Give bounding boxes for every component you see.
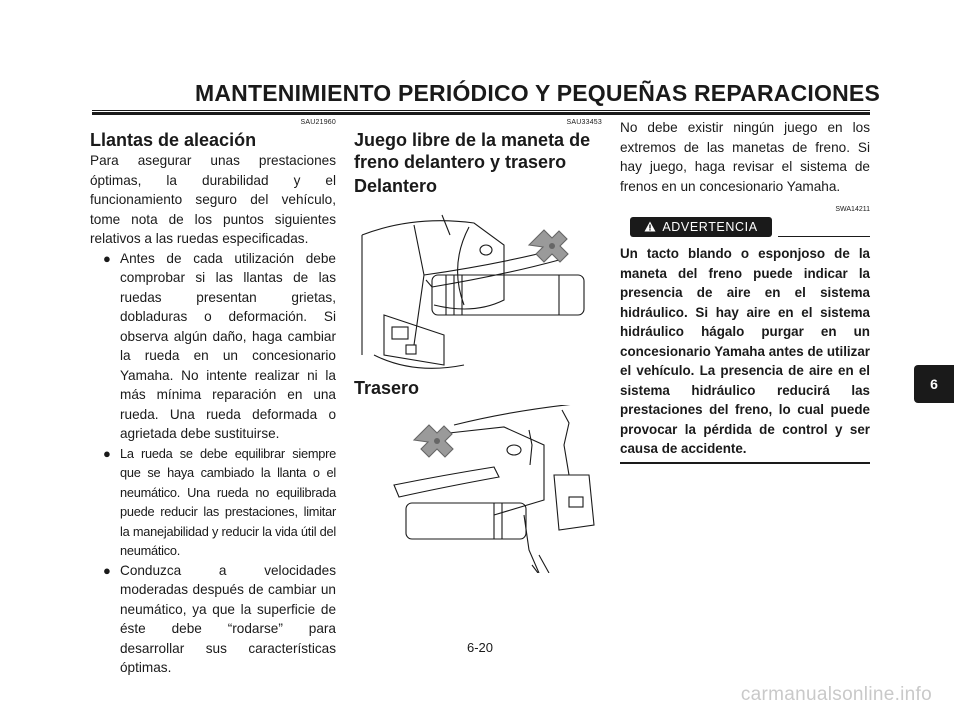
- column-warning: [620, 118, 870, 464]
- warning-badge: [630, 217, 772, 237]
- warning-triangle-icon: [644, 218, 656, 238]
- page-header-title: MANTENIMIENTO PERIÓDICO Y PEQUEÑAS REPARACIONES: [194, 80, 880, 106]
- section-heading: Llantas de aleación: [90, 130, 257, 150]
- header-rule: [92, 110, 870, 111]
- warning-end-rule: [620, 462, 870, 464]
- list-item: [90, 444, 336, 561]
- front-brake-lever-illustration: [354, 205, 602, 371]
- list-item-text: La rueda se debe equilibrar siempre que se haya cambiado la llanta o el neumático. Una rueda no equilibrada puede reducir las prestaciones, limitar la manejabilidad y reducir la vida útil del neumático.: [120, 445, 336, 558]
- check-mark-icon: [414, 425, 453, 457]
- subheading-rear: Trasero: [354, 378, 420, 398]
- check-mark-icon: [529, 230, 568, 262]
- warning-label: ADVERTENCIA: [662, 220, 758, 234]
- list-item: [90, 561, 336, 678]
- column-brake-lever-play: [354, 118, 602, 573]
- header-rule-thick: [92, 112, 870, 115]
- section-code: SAU33453: [566, 119, 602, 126]
- watermark: carmanualsonline.info: [740, 684, 932, 705]
- bullet-list: [90, 249, 336, 678]
- chapter-tab: 6: [914, 365, 954, 403]
- brake-play-paragraph: No debe existir ningún juego en los extremos de las manetas de freno. Si hay juego, haga revisar el sistema de frenos en un concesionario Yamaha.: [620, 120, 870, 194]
- list-item-text: Antes de cada utilización debe comprobar si las llantas de las ruedas presentan grietas, dobladuras o deformación. Si observa algún daño, haga cambiar la rueda en un concesionario Yamaha. No intente realizar ni la más mínima reparación en una rueda. Una rueda deformada o agrietada debe sustituirse.: [120, 250, 336, 441]
- warning-code: SWA14211: [835, 206, 870, 213]
- list-item: [90, 249, 336, 444]
- warning-header: [620, 202, 870, 238]
- bullet-dot-icon: ●: [103, 562, 111, 578]
- subheading-front: Delantero: [354, 176, 438, 196]
- column-alloy-wheels: [90, 118, 336, 678]
- section-heading: Juego libre de la maneta de freno delantero y trasero: [354, 130, 591, 172]
- bullet-dot-icon: ●: [103, 250, 111, 266]
- warning-rule: [778, 236, 870, 237]
- section-intro: Para asegurar unas prestaciones óptimas, la durabilidad y el funcionamiento seguro del vehículo, tome nota de los puntos siguientes relativos a las ruedas especificadas.: [90, 153, 336, 246]
- rear-brake-lever-illustration: [354, 405, 602, 573]
- warning-text: Un tacto blando o esponjoso de la maneta del freno puede indicar la presencia de aire en el sistema hidráulico. Si hay aire en el sistema hidráulico hágalo purgar en un concesionario Yamaha antes de utilizar el vehículo. La presencia de aire en el sistema hidráulico reducirá las prestaciones del freno, lo cual puede provocar la pérdida de control y ser causa de accidente.: [620, 246, 870, 456]
- section-code: SAU21960: [300, 119, 336, 126]
- list-item-text: Conduzca a velocidades moderadas después de cambiar un neumático, ya que la superficie de éste debe “rodarse” para desarrollar sus características óptimas.: [120, 562, 336, 675]
- bullet-dot-icon: ●: [103, 445, 111, 461]
- page-number: 6-20: [466, 640, 494, 655]
